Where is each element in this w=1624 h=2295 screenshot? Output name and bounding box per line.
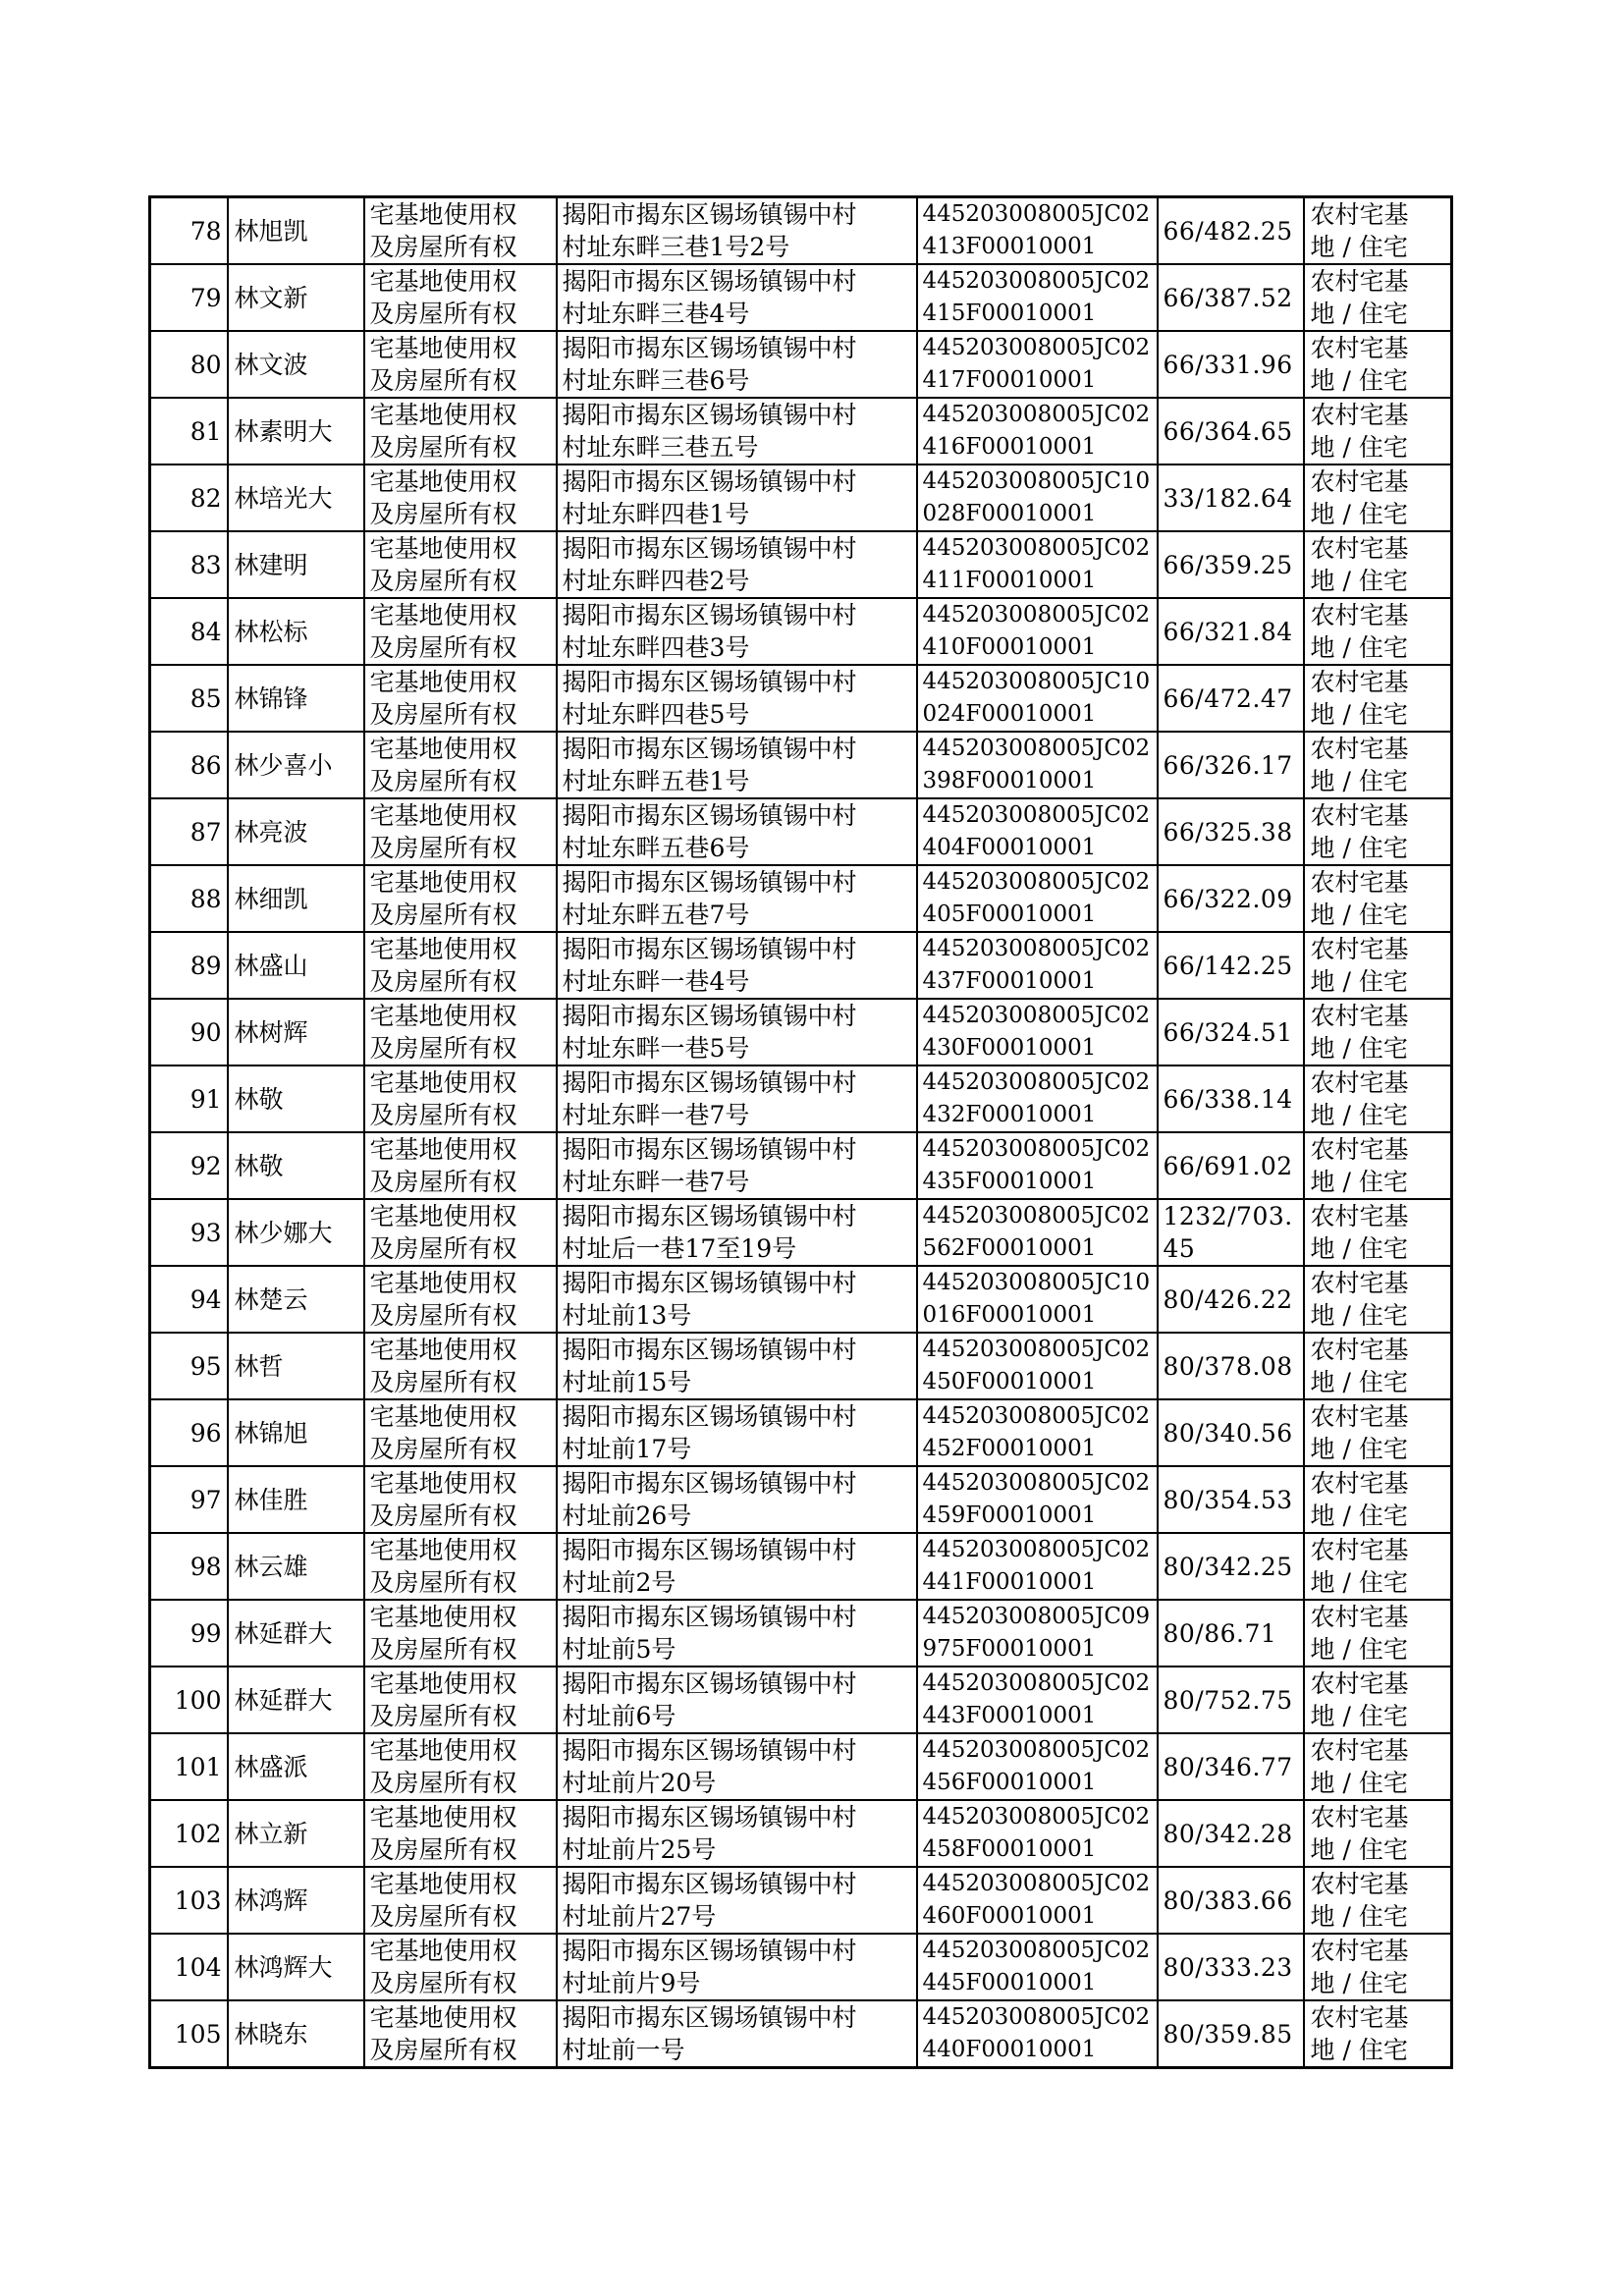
address-cell: 揭阳市揭东区锡场镇锡中村 村址东畔五巷7号 xyxy=(557,865,917,932)
row-number-cell: 79 xyxy=(150,264,228,331)
row-number-cell: 104 xyxy=(150,1934,228,2000)
address-cell: 揭阳市揭东区锡场镇锡中村 村址前6号 xyxy=(557,1667,917,1733)
land-use-cell: 农村宅基 地 / 住宅 xyxy=(1304,464,1452,531)
row-number-cell: 96 xyxy=(150,1399,228,1466)
right-type-cell: 宅基地使用权 及房屋所有权 xyxy=(364,1399,557,1466)
address-cell: 揭阳市揭东区锡场镇锡中村 村址前15号 xyxy=(557,1333,917,1399)
table-row xyxy=(150,1533,1452,1600)
owner-name-cell: 林敬 xyxy=(228,1132,364,1199)
area-cell: 80/340.56 xyxy=(1158,1399,1304,1466)
area-cell: 80/346.77 xyxy=(1158,1733,1304,1800)
table-row xyxy=(150,264,1452,331)
area-cell: 66/324.51 xyxy=(1158,999,1304,1066)
property-code-cell: 445203008005JC02 417F00010001 xyxy=(917,331,1158,398)
right-type-cell: 宅基地使用权 及房屋所有权 xyxy=(364,264,557,331)
address-cell: 揭阳市揭东区锡场镇锡中村 村址东畔一巷7号 xyxy=(557,1132,917,1199)
area-cell: 33/182.64 xyxy=(1158,464,1304,531)
owner-name-cell: 林敬 xyxy=(228,1066,364,1132)
table-body xyxy=(150,197,1452,2068)
owner-name-cell: 林锦旭 xyxy=(228,1399,364,1466)
address-cell: 揭阳市揭东区锡场镇锡中村 村址前13号 xyxy=(557,1266,917,1333)
area-cell: 80/354.53 xyxy=(1158,1466,1304,1533)
property-code-cell: 445203008005JC02 398F00010001 xyxy=(917,732,1158,798)
right-type-cell: 宅基地使用权 及房屋所有权 xyxy=(364,999,557,1066)
area-cell: 66/331.96 xyxy=(1158,331,1304,398)
area-cell: 66/387.52 xyxy=(1158,264,1304,331)
row-number-cell: 80 xyxy=(150,331,228,398)
area-cell: 80/752.75 xyxy=(1158,1667,1304,1733)
property-code-cell: 445203008005JC02 432F00010001 xyxy=(917,1066,1158,1132)
area-cell: 66/482.25 xyxy=(1158,197,1304,265)
owner-name-cell: 林细凯 xyxy=(228,865,364,932)
right-type-cell: 宅基地使用权 及房屋所有权 xyxy=(364,1934,557,2000)
right-type-cell: 宅基地使用权 及房屋所有权 xyxy=(364,865,557,932)
row-number-cell: 88 xyxy=(150,865,228,932)
property-code-cell: 445203008005JC02 416F00010001 xyxy=(917,398,1158,464)
row-number-cell: 83 xyxy=(150,531,228,598)
table-row xyxy=(150,598,1452,665)
area-cell: 66/691.02 xyxy=(1158,1132,1304,1199)
right-type-cell: 宅基地使用权 及房屋所有权 xyxy=(364,1199,557,1266)
land-use-cell: 农村宅基 地 / 住宅 xyxy=(1304,798,1452,865)
address-cell: 揭阳市揭东区锡场镇锡中村 村址后一巷17至19号 xyxy=(557,1199,917,1266)
address-cell: 揭阳市揭东区锡场镇锡中村 村址东畔一巷4号 xyxy=(557,932,917,999)
owner-name-cell: 林哲 xyxy=(228,1333,364,1399)
table-row xyxy=(150,1333,1452,1399)
table-row xyxy=(150,1132,1452,1199)
table-row xyxy=(150,1399,1452,1466)
table-row xyxy=(150,331,1452,398)
land-use-cell: 农村宅基 地 / 住宅 xyxy=(1304,1867,1452,1934)
address-cell: 揭阳市揭东区锡场镇锡中村 村址东畔五巷1号 xyxy=(557,732,917,798)
property-code-cell: 445203008005JC02 562F00010001 xyxy=(917,1199,1158,1266)
owner-name-cell: 林建明 xyxy=(228,531,364,598)
table-row xyxy=(150,2000,1452,2068)
owner-name-cell: 林少喜小 xyxy=(228,732,364,798)
right-type-cell: 宅基地使用权 及房屋所有权 xyxy=(364,932,557,999)
right-type-cell: 宅基地使用权 及房屋所有权 xyxy=(364,1800,557,1867)
right-type-cell: 宅基地使用权 及房屋所有权 xyxy=(364,1466,557,1533)
land-use-cell: 农村宅基 地 / 住宅 xyxy=(1304,1399,1452,1466)
row-number-cell: 102 xyxy=(150,1800,228,1867)
property-code-cell: 445203008005JC02 452F00010001 xyxy=(917,1399,1158,1466)
property-code-cell: 445203008005JC02 413F00010001 xyxy=(917,197,1158,265)
land-use-cell: 农村宅基 地 / 住宅 xyxy=(1304,1132,1452,1199)
row-number-cell: 99 xyxy=(150,1600,228,1667)
table-row xyxy=(150,1934,1452,2000)
area-cell: 80/359.85 xyxy=(1158,2000,1304,2068)
table-row xyxy=(150,865,1452,932)
property-code-cell: 445203008005JC02 443F00010001 xyxy=(917,1667,1158,1733)
land-use-cell: 农村宅基 地 / 住宅 xyxy=(1304,598,1452,665)
address-cell: 揭阳市揭东区锡场镇锡中村 村址东畔三巷6号 xyxy=(557,331,917,398)
address-cell: 揭阳市揭东区锡场镇锡中村 村址东畔三巷1号2号 xyxy=(557,197,917,265)
land-use-cell: 农村宅基 地 / 住宅 xyxy=(1304,197,1452,265)
table-row xyxy=(150,932,1452,999)
address-cell: 揭阳市揭东区锡场镇锡中村 村址东畔四巷5号 xyxy=(557,665,917,732)
row-number-cell: 93 xyxy=(150,1199,228,1266)
property-code-cell: 445203008005JC02 437F00010001 xyxy=(917,932,1158,999)
owner-name-cell: 林延群大 xyxy=(228,1600,364,1667)
row-number-cell: 103 xyxy=(150,1867,228,1934)
property-code-cell: 445203008005JC02 440F00010001 xyxy=(917,2000,1158,2068)
area-cell: 66/321.84 xyxy=(1158,598,1304,665)
row-number-cell: 85 xyxy=(150,665,228,732)
area-cell: 80/333.23 xyxy=(1158,1934,1304,2000)
property-code-cell: 445203008005JC02 460F00010001 xyxy=(917,1867,1158,1934)
table-row xyxy=(150,1667,1452,1733)
table-row xyxy=(150,531,1452,598)
right-type-cell: 宅基地使用权 及房屋所有权 xyxy=(364,2000,557,2068)
row-number-cell: 86 xyxy=(150,732,228,798)
right-type-cell: 宅基地使用权 及房屋所有权 xyxy=(364,1600,557,1667)
land-use-cell: 农村宅基 地 / 住宅 xyxy=(1304,665,1452,732)
row-number-cell: 95 xyxy=(150,1333,228,1399)
owner-name-cell: 林云雄 xyxy=(228,1533,364,1600)
land-use-cell: 农村宅基 地 / 住宅 xyxy=(1304,264,1452,331)
address-cell: 揭阳市揭东区锡场镇锡中村 村址前5号 xyxy=(557,1600,917,1667)
address-cell: 揭阳市揭东区锡场镇锡中村 村址前17号 xyxy=(557,1399,917,1466)
address-cell: 揭阳市揭东区锡场镇锡中村 村址东畔四巷1号 xyxy=(557,464,917,531)
table-row xyxy=(150,1867,1452,1934)
address-cell: 揭阳市揭东区锡场镇锡中村 村址前片27号 xyxy=(557,1867,917,1934)
property-code-cell: 445203008005JC09 975F00010001 xyxy=(917,1600,1158,1667)
row-number-cell: 101 xyxy=(150,1733,228,1800)
owner-name-cell: 林盛派 xyxy=(228,1733,364,1800)
right-type-cell: 宅基地使用权 及房屋所有权 xyxy=(364,464,557,531)
area-cell: 66/338.14 xyxy=(1158,1066,1304,1132)
address-cell: 揭阳市揭东区锡场镇锡中村 村址前2号 xyxy=(557,1533,917,1600)
property-code-cell: 445203008005JC02 456F00010001 xyxy=(917,1733,1158,1800)
property-code-cell: 445203008005JC02 459F00010001 xyxy=(917,1466,1158,1533)
row-number-cell: 94 xyxy=(150,1266,228,1333)
land-use-cell: 农村宅基 地 / 住宅 xyxy=(1304,1667,1452,1733)
right-type-cell: 宅基地使用权 及房屋所有权 xyxy=(364,531,557,598)
right-type-cell: 宅基地使用权 及房屋所有权 xyxy=(364,1066,557,1132)
row-number-cell: 90 xyxy=(150,999,228,1066)
right-type-cell: 宅基地使用权 及房屋所有权 xyxy=(364,1533,557,1600)
address-cell: 揭阳市揭东区锡场镇锡中村 村址东畔三巷五号 xyxy=(557,398,917,464)
owner-name-cell: 林佳胜 xyxy=(228,1466,364,1533)
area-cell: 80/378.08 xyxy=(1158,1333,1304,1399)
row-number-cell: 98 xyxy=(150,1533,228,1600)
area-cell: 1232/703. 45 xyxy=(1158,1199,1304,1266)
table-row xyxy=(150,1800,1452,1867)
property-code-cell: 445203008005JC02 410F00010001 xyxy=(917,598,1158,665)
right-type-cell: 宅基地使用权 及房屋所有权 xyxy=(364,331,557,398)
address-cell: 揭阳市揭东区锡场镇锡中村 村址前片9号 xyxy=(557,1934,917,2000)
owner-name-cell: 林鸿辉大 xyxy=(228,1934,364,2000)
registry-table xyxy=(148,195,1453,2069)
address-cell: 揭阳市揭东区锡场镇锡中村 村址前一号 xyxy=(557,2000,917,2068)
owner-name-cell: 林鸿辉 xyxy=(228,1867,364,1934)
owner-name-cell: 林晓东 xyxy=(228,2000,364,2068)
table-row xyxy=(150,197,1452,265)
row-number-cell: 84 xyxy=(150,598,228,665)
row-number-cell: 100 xyxy=(150,1667,228,1733)
table-row xyxy=(150,1066,1452,1132)
property-code-cell: 445203008005JC02 430F00010001 xyxy=(917,999,1158,1066)
right-type-cell: 宅基地使用权 及房屋所有权 xyxy=(364,1667,557,1733)
land-use-cell: 农村宅基 地 / 住宅 xyxy=(1304,1533,1452,1600)
right-type-cell: 宅基地使用权 及房屋所有权 xyxy=(364,798,557,865)
property-code-cell: 445203008005JC02 445F00010001 xyxy=(917,1934,1158,2000)
land-use-cell: 农村宅基 地 / 住宅 xyxy=(1304,1800,1452,1867)
owner-name-cell: 林楚云 xyxy=(228,1266,364,1333)
property-code-cell: 445203008005JC02 450F00010001 xyxy=(917,1333,1158,1399)
land-use-cell: 农村宅基 地 / 住宅 xyxy=(1304,732,1452,798)
owner-name-cell: 林培光大 xyxy=(228,464,364,531)
right-type-cell: 宅基地使用权 及房屋所有权 xyxy=(364,1333,557,1399)
table-row xyxy=(150,1733,1452,1800)
table-row xyxy=(150,732,1452,798)
table-row xyxy=(150,999,1452,1066)
property-code-cell: 445203008005JC02 404F00010001 xyxy=(917,798,1158,865)
owner-name-cell: 林松标 xyxy=(228,598,364,665)
land-use-cell: 农村宅基 地 / 住宅 xyxy=(1304,398,1452,464)
row-number-cell: 81 xyxy=(150,398,228,464)
row-number-cell: 105 xyxy=(150,2000,228,2068)
address-cell: 揭阳市揭东区锡场镇锡中村 村址东畔五巷6号 xyxy=(557,798,917,865)
area-cell: 80/86.71 xyxy=(1158,1600,1304,1667)
right-type-cell: 宅基地使用权 及房屋所有权 xyxy=(364,1867,557,1934)
land-use-cell: 农村宅基 地 / 住宅 xyxy=(1304,531,1452,598)
land-use-cell: 农村宅基 地 / 住宅 xyxy=(1304,1266,1452,1333)
right-type-cell: 宅基地使用权 及房屋所有权 xyxy=(364,732,557,798)
table-row xyxy=(150,1466,1452,1533)
land-use-cell: 农村宅基 地 / 住宅 xyxy=(1304,999,1452,1066)
row-number-cell: 82 xyxy=(150,464,228,531)
address-cell: 揭阳市揭东区锡场镇锡中村 村址东畔一巷5号 xyxy=(557,999,917,1066)
property-code-cell: 445203008005JC02 441F00010001 xyxy=(917,1533,1158,1600)
row-number-cell: 91 xyxy=(150,1066,228,1132)
right-type-cell: 宅基地使用权 及房屋所有权 xyxy=(364,197,557,265)
area-cell: 80/426.22 xyxy=(1158,1266,1304,1333)
right-type-cell: 宅基地使用权 及房屋所有权 xyxy=(364,665,557,732)
land-use-cell: 农村宅基 地 / 住宅 xyxy=(1304,932,1452,999)
owner-name-cell: 林树辉 xyxy=(228,999,364,1066)
address-cell: 揭阳市揭东区锡场镇锡中村 村址东畔三巷4号 xyxy=(557,264,917,331)
address-cell: 揭阳市揭东区锡场镇锡中村 村址前片20号 xyxy=(557,1733,917,1800)
land-use-cell: 农村宅基 地 / 住宅 xyxy=(1304,1733,1452,1800)
owner-name-cell: 林少娜大 xyxy=(228,1199,364,1266)
land-use-cell: 农村宅基 地 / 住宅 xyxy=(1304,1934,1452,2000)
address-cell: 揭阳市揭东区锡场镇锡中村 村址东畔四巷2号 xyxy=(557,531,917,598)
row-number-cell: 92 xyxy=(150,1132,228,1199)
owner-name-cell: 林立新 xyxy=(228,1800,364,1867)
owner-name-cell: 林锦锋 xyxy=(228,665,364,732)
owner-name-cell: 林旭凯 xyxy=(228,197,364,265)
land-use-cell: 农村宅基 地 / 住宅 xyxy=(1304,1466,1452,1533)
area-cell: 80/383.66 xyxy=(1158,1867,1304,1934)
table-row xyxy=(150,1199,1452,1266)
owner-name-cell: 林素明大 xyxy=(228,398,364,464)
area-cell: 66/364.65 xyxy=(1158,398,1304,464)
area-cell: 66/322.09 xyxy=(1158,865,1304,932)
land-use-cell: 农村宅基 地 / 住宅 xyxy=(1304,2000,1452,2068)
area-cell: 66/326.17 xyxy=(1158,732,1304,798)
table-row xyxy=(150,464,1452,531)
area-cell: 66/359.25 xyxy=(1158,531,1304,598)
property-code-cell: 445203008005JC02 405F00010001 xyxy=(917,865,1158,932)
right-type-cell: 宅基地使用权 及房屋所有权 xyxy=(364,1266,557,1333)
owner-name-cell: 林亮波 xyxy=(228,798,364,865)
table-row xyxy=(150,398,1452,464)
land-use-cell: 农村宅基 地 / 住宅 xyxy=(1304,1066,1452,1132)
table-row xyxy=(150,798,1452,865)
owner-name-cell: 林文波 xyxy=(228,331,364,398)
property-code-cell: 445203008005JC02 435F00010001 xyxy=(917,1132,1158,1199)
property-code-cell: 445203008005JC02 415F00010001 xyxy=(917,264,1158,331)
property-code-cell: 445203008005JC10 024F00010001 xyxy=(917,665,1158,732)
property-code-cell: 445203008005JC10 028F00010001 xyxy=(917,464,1158,531)
area-cell: 66/472.47 xyxy=(1158,665,1304,732)
row-number-cell: 87 xyxy=(150,798,228,865)
land-use-cell: 农村宅基 地 / 住宅 xyxy=(1304,865,1452,932)
owner-name-cell: 林盛山 xyxy=(228,932,364,999)
area-cell: 80/342.25 xyxy=(1158,1533,1304,1600)
address-cell: 揭阳市揭东区锡场镇锡中村 村址东畔一巷7号 xyxy=(557,1066,917,1132)
right-type-cell: 宅基地使用权 及房屋所有权 xyxy=(364,398,557,464)
owner-name-cell: 林文新 xyxy=(228,264,364,331)
land-use-cell: 农村宅基 地 / 住宅 xyxy=(1304,331,1452,398)
address-cell: 揭阳市揭东区锡场镇锡中村 村址前26号 xyxy=(557,1466,917,1533)
table-row xyxy=(150,1266,1452,1333)
table-row xyxy=(150,1600,1452,1667)
land-use-cell: 农村宅基 地 / 住宅 xyxy=(1304,1199,1452,1266)
row-number-cell: 97 xyxy=(150,1466,228,1533)
address-cell: 揭阳市揭东区锡场镇锡中村 村址前片25号 xyxy=(557,1800,917,1867)
right-type-cell: 宅基地使用权 及房屋所有权 xyxy=(364,1733,557,1800)
land-use-cell: 农村宅基 地 / 住宅 xyxy=(1304,1600,1452,1667)
area-cell: 80/342.28 xyxy=(1158,1800,1304,1867)
property-code-cell: 445203008005JC02 458F00010001 xyxy=(917,1800,1158,1867)
property-code-cell: 445203008005JC02 411F00010001 xyxy=(917,531,1158,598)
right-type-cell: 宅基地使用权 及房屋所有权 xyxy=(364,598,557,665)
area-cell: 66/325.38 xyxy=(1158,798,1304,865)
row-number-cell: 89 xyxy=(150,932,228,999)
owner-name-cell: 林延群大 xyxy=(228,1667,364,1733)
address-cell: 揭阳市揭东区锡场镇锡中村 村址东畔四巷3号 xyxy=(557,598,917,665)
row-number-cell: 78 xyxy=(150,197,228,265)
right-type-cell: 宅基地使用权 及房屋所有权 xyxy=(364,1132,557,1199)
property-code-cell: 445203008005JC10 016F00010001 xyxy=(917,1266,1158,1333)
area-cell: 66/142.25 xyxy=(1158,932,1304,999)
land-use-cell: 农村宅基 地 / 住宅 xyxy=(1304,1333,1452,1399)
table-row xyxy=(150,665,1452,732)
